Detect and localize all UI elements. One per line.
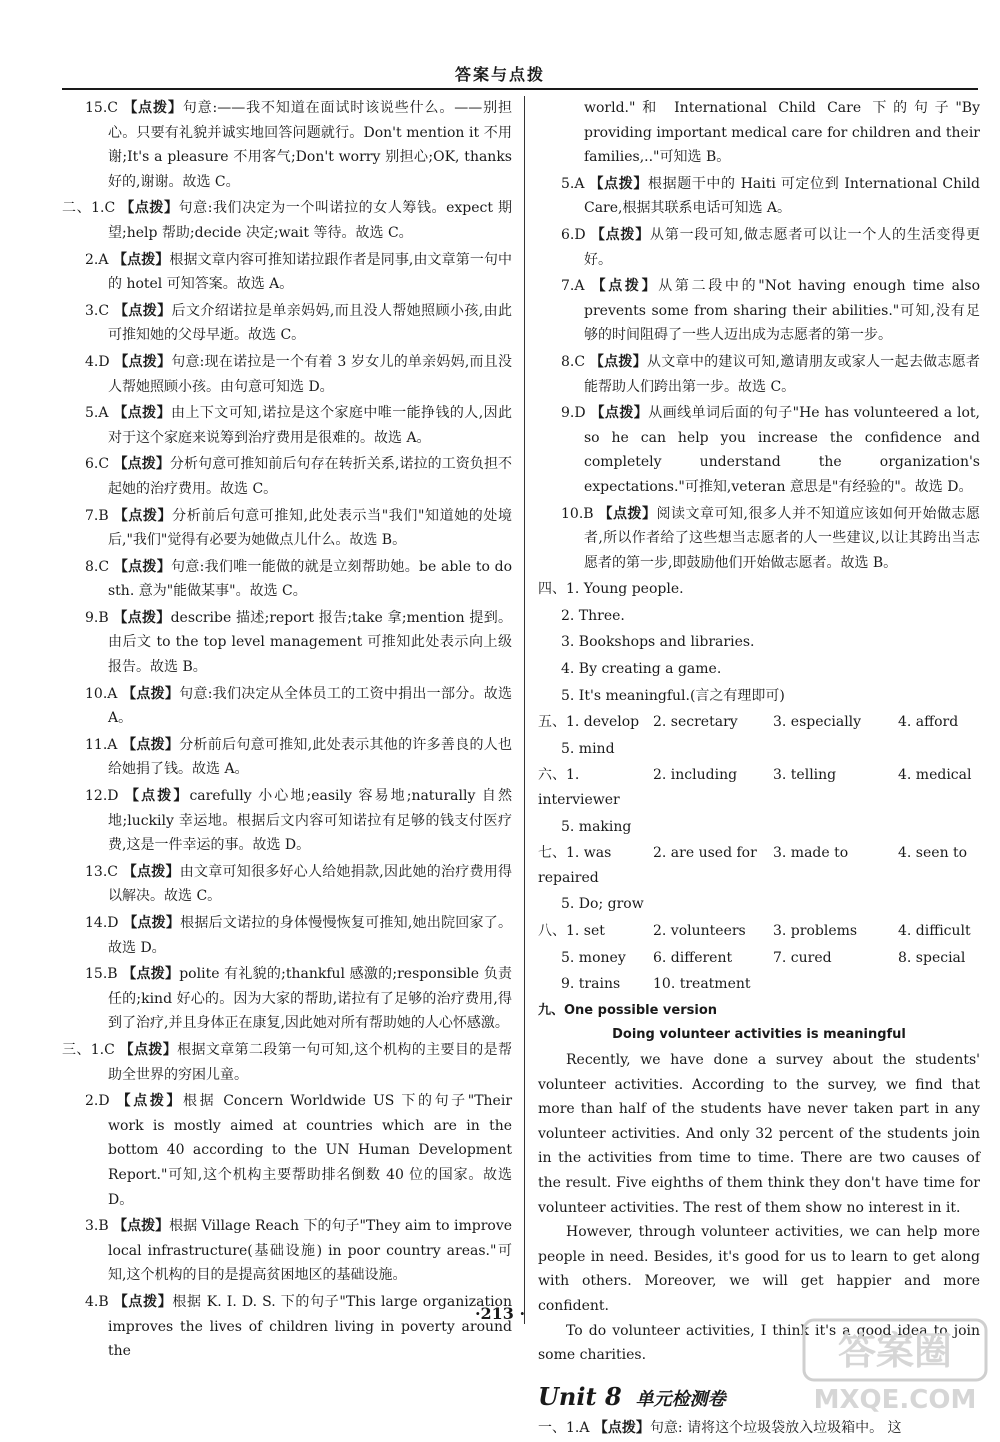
word-answer: 7. cured xyxy=(773,949,832,966)
word-answer: 3. made to xyxy=(773,845,849,862)
answer-tag: 【点拨】 xyxy=(113,558,172,575)
word-answer-row xyxy=(538,737,980,762)
answer-text: 分析前后句意可推知,此处表示其他的许多善良的人也给她捐了钱。故选 A。 xyxy=(108,736,513,778)
answer-text: 根据题干中的 Haiti 可定位到 International Child Care,根据其联系电话可知选 A。 xyxy=(584,175,980,217)
answer-tag: 【点拨】 xyxy=(593,1419,650,1436)
answer-number: 3.C xyxy=(85,302,110,319)
answer-text: 根据文章内容可推知诺拉跟作者是同事,由文章第一句中的 hotel 可知答案。故选 A。 xyxy=(108,251,513,293)
word-answer: 4. difficult xyxy=(898,923,971,939)
answer-text: 句意:——我不知道在面试时该说些什么。——别担心。只要有礼貌并诚实地回答问题就行。Don't mention it 不用谢;It's a pleasure 不用客气;Don't worry 别担心;OK, thanks 好的,谢谢。故选 C。 xyxy=(108,100,513,190)
word-answer: 六、1. interviewer xyxy=(538,767,620,809)
answer-text: 从第二段中的"Not having enough time also prevents some from sharing their abilities."可知,没有足够的时间阻碍了一些人迈出成为志愿者的第一步。 xyxy=(584,278,981,344)
answer-number: 10.B xyxy=(561,505,594,522)
answer-number: 4.D xyxy=(85,353,110,370)
answer-item xyxy=(538,401,980,499)
answer-number: 15.B xyxy=(85,966,118,983)
answer-text: 根据 K. I. D. S. 下的句子"This large organization improves the lives of children living in poverty around the xyxy=(108,1293,513,1360)
answer-text: polite 有礼貌的;thankful 感激的;responsible 负责任的;kind 好心的。因为大家的帮助,诺拉有了足够的治疗费用,得到了治疗,并且身体正在康复,因此她对所有帮助她的人心怀感激。 xyxy=(108,966,513,1032)
answer-number: 15.C xyxy=(85,100,118,116)
essay-title: Doing volunteer activities is meaningful xyxy=(612,1027,906,1043)
answer-tag: 【点拨】 xyxy=(113,507,173,524)
short-answer: 5. It's meaningful.(言之有理即可) xyxy=(561,687,785,704)
answer-text: 由文章可知很多好心人给她捐款,因此她的治疗费用得以解决。故选 C。 xyxy=(108,863,513,905)
answer-item xyxy=(62,452,512,501)
answer-text: world."和 International Child Care 下的句子"By providing important medical care for children and their families,.."可知选 B。 xyxy=(584,100,980,166)
answer-text: 分析前后句意可推知,此处表示当"我们"知道她的处境后,"我们"觉得有必要为她做点儿什么。故选 B。 xyxy=(108,507,513,549)
answer-number: 3.B xyxy=(85,1218,109,1235)
answer-item xyxy=(62,682,512,731)
answer-number: 8.C xyxy=(561,353,586,370)
answer-number: 一、1.A xyxy=(538,1419,590,1436)
answer-item xyxy=(62,733,512,782)
left-column xyxy=(62,96,512,1366)
answer-number: 三、1.C xyxy=(62,1041,115,1058)
word-answer-row xyxy=(538,710,980,735)
answer-number: 6.C xyxy=(85,456,110,473)
answer-text: 由上下文可知,诺拉是这个家庭中唯一能挣钱的人,因此对于这个家庭来说筹到治疗费用是很难的。故选 A。 xyxy=(108,405,513,446)
answer-tag: 【点拨】 xyxy=(591,278,659,295)
word-answer-row xyxy=(538,972,980,997)
answer-tag: 【点拨】 xyxy=(122,685,180,702)
answer-tag: 【点拨】 xyxy=(125,788,190,805)
answer-number: 2.A xyxy=(85,251,109,268)
word-answer: 8. special xyxy=(898,949,966,966)
word-answer: 4. seen to xyxy=(898,845,968,862)
answer-text: 从第一段可知,做志愿者可以让一个人的生活变得更好。 xyxy=(584,226,980,268)
answer-item xyxy=(538,502,980,576)
answer-text: 句意:现在诺拉是一个有着 3 岁女儿的单亲妈妈,而且没人帮她照顾小孩。由句意可知选 D。 xyxy=(108,353,512,395)
answer-item xyxy=(62,299,512,348)
short-answer: 3. Bookshops and libraries. xyxy=(561,634,755,651)
word-answer: 2. including xyxy=(653,767,738,784)
header-rule xyxy=(62,88,978,90)
svg-text:答案圈: 答案圈 xyxy=(837,1329,953,1373)
word-answer: 八、1. set xyxy=(538,923,605,939)
answer-text: 句意:我们唯一能做的就是立刻帮助她。be able to do sth. 意为"能做某事"。故选 C。 xyxy=(108,558,513,600)
answer-item xyxy=(62,248,512,297)
answer-number: 12.D xyxy=(85,788,119,805)
answer-tag: 【点拨】 xyxy=(113,302,172,319)
short-answer: 四、1. Young people. xyxy=(538,581,684,598)
answer-tag: 【点拨】 xyxy=(114,353,172,370)
answer-tag: 【点拨】 xyxy=(113,1218,170,1235)
word-answer-row xyxy=(538,841,980,890)
word-answer: 4. afford xyxy=(898,714,959,731)
answer-number: 9.B xyxy=(85,609,109,626)
right-answer-list xyxy=(538,96,980,575)
word-answer: 3. problems xyxy=(773,923,858,939)
answer-number: 14.D xyxy=(85,915,119,931)
answer-tag: 【点拨】 xyxy=(123,100,183,116)
answer-tag: 【点拨】 xyxy=(120,200,179,217)
answer-number: 9.D xyxy=(561,405,586,422)
answer-tag: 【点拨】 xyxy=(589,175,648,192)
answer-text: 根据 Village Reach 下的句子"They aim to improve local infrastructure(基础设施) in poor country areas."可知,这个机构的目的是提高贫困地区的基础设施。 xyxy=(108,1218,513,1284)
answer-tag: 【点拨】 xyxy=(122,736,180,753)
answer-item xyxy=(62,555,512,604)
essay-heading: 九、One possible version xyxy=(538,1002,718,1018)
word-answer-grid xyxy=(538,710,980,997)
answer-text: 句意: 请将这个垃圾袋放入垃圾箱中。 这 xyxy=(649,1419,902,1436)
answer-tag: 【点拨】 xyxy=(113,405,172,422)
answer-text: 后文介绍诺拉是单亲妈妈,而且没人帮她照顾小孩,由此可推知她的父母早逝。故选 C。 xyxy=(108,302,513,344)
answer-item xyxy=(62,1290,512,1364)
word-answer: 2. secretary xyxy=(653,714,738,731)
word-answer: 2. volunteers xyxy=(653,923,746,939)
answer-item xyxy=(538,223,980,272)
word-answer-row xyxy=(538,946,980,971)
answer-item xyxy=(62,784,512,858)
answer-item xyxy=(62,196,512,245)
word-answer: 10. treatment xyxy=(653,976,751,993)
answer-text: carefully 小心地;easily 容易地;naturally 自然地;luckily 幸运地。根据后文内容可知诺拉有足够的钱支付医疗费,这是一件幸运的事。故选 D。 xyxy=(108,788,512,854)
answer-text: 根据 Concern Worldwide US 下的句子"Their work is mostly aimed at countries which are in the bottom 40 according to the UN Human Development Report."可知,这个机构主要帮助排名倒数 40 位的国家。故选 D。 xyxy=(108,1093,513,1208)
word-answer: 5. money xyxy=(561,949,626,966)
right-column xyxy=(538,96,980,1442)
word-answer: 2. are used for xyxy=(653,845,757,862)
answer-tag: 【点拨】 xyxy=(590,405,649,422)
answer-item xyxy=(62,911,512,960)
answer-text: 根据后文诺拉的身体慢慢恢复可推知,她出院回家了。故选 D。 xyxy=(108,915,513,956)
short-answer-list xyxy=(538,577,980,708)
answer-tag: 【点拨】 xyxy=(116,1093,183,1110)
answer-item xyxy=(538,274,980,348)
column-divider xyxy=(524,96,525,1324)
answer-number: 二、1.C xyxy=(62,200,116,217)
unit-name: Unit 8 xyxy=(538,1381,622,1411)
answer-tag: 【点拨】 xyxy=(113,251,170,268)
answer-item xyxy=(62,350,512,399)
answer-tag: 【点拨】 xyxy=(113,609,171,626)
essay-paragraph: To do volunteer activities, I think it's a good idea to join some charities. xyxy=(538,1322,980,1364)
answer-tag: 【点拨】 xyxy=(119,1041,178,1058)
answer-text: 句意:我们决定从全体员工的工资中捐出一部分。故选 A。 xyxy=(108,685,513,727)
answer-item xyxy=(62,1038,512,1087)
essay-paragraph: Recently, we have done a survey about the students' volunteer activities. According to the survey, we find that more than half of the students have never taken part in any volunteer activities. And only 32 percent of the students join in the activities from time to time. There are two causes of the result. Five eighths of them think they don't have time for volunteer activities. The rest of them show no interest in it. xyxy=(538,1051,980,1216)
answer-tag: 【点拨】 xyxy=(122,966,180,983)
word-answer-row xyxy=(538,815,980,840)
word-answer: 5. mind xyxy=(561,740,615,757)
answer-tag: 【点拨】 xyxy=(590,226,651,243)
answer-tag: 【点拨】 xyxy=(598,505,657,522)
answer-item xyxy=(62,962,512,1036)
page-number: ·213 · xyxy=(474,1304,526,1323)
answer-item xyxy=(62,1214,512,1288)
word-answer: 4. medical xyxy=(898,767,972,784)
word-answer-row xyxy=(538,892,980,917)
page-header-title: 答案与点拨 xyxy=(454,65,545,84)
answer-item xyxy=(62,96,512,194)
answer-text: 句意:我们决定为一个叫诺拉的女人筹钱。expect 期望;help 帮助;decide 决定;wait 等待。故选 C。 xyxy=(108,200,513,241)
answer-number: 2.D xyxy=(85,1093,110,1110)
answer-number: 5.A xyxy=(561,175,585,192)
answer-text: 阅读文章可知,很多人并不知道应该如何开始做志愿者,所以作者给了这些想当志愿者的人一些建议,以让其跨出当志愿者的第一步,即鼓励他们开始做志愿者。故选 B。 xyxy=(584,505,981,571)
word-answer: 5. Do; grow xyxy=(561,896,644,913)
svg-text:MXQE.COM: MXQE.COM xyxy=(813,1385,977,1414)
word-answer-row xyxy=(538,763,980,812)
word-answer: 3. telling xyxy=(773,767,837,784)
word-answer: 七、1. was repaired xyxy=(538,845,612,886)
short-answer: 4. By creating a game. xyxy=(561,661,722,678)
answer-number: 13.C xyxy=(85,863,118,880)
unit-subtitle: 单元检测卷 xyxy=(635,1388,726,1410)
answer-number: 4.B xyxy=(85,1293,109,1310)
word-answer: 9. trains xyxy=(561,976,621,993)
word-answer-row xyxy=(538,919,980,944)
answer-item xyxy=(62,1089,512,1212)
word-answer: 6. different xyxy=(653,949,733,966)
answer-text: 分析句意可推知前后句存在转折关系,诺拉的工资负担不起她的治疗费用。故选 C。 xyxy=(108,456,513,497)
answer-item xyxy=(62,401,512,450)
answer-number: 11.A xyxy=(85,736,118,753)
answer-item xyxy=(538,96,980,170)
essay-paragraph: However, through volunteer activities, we can help more people in need. Besides, it's good for us to learn to get along with others. Moreover, we will get happier and more confident. xyxy=(538,1224,980,1314)
answer-number: 7.B xyxy=(85,507,109,524)
answer-text: describe 描述;report 报告;take 拿;mention 提到。由后文 to the top level management 可推知此处表示向上级报告。故选 B。 xyxy=(108,609,512,676)
short-answer: 2. Three. xyxy=(561,607,625,624)
answer-tag: 【点拨】 xyxy=(122,863,180,880)
answer-text: 从文章中的建议可知,邀请朋友或家人一起去做志愿者能帮助人们跨出第一步。故选 C。 xyxy=(584,353,981,395)
answer-item xyxy=(538,1416,980,1441)
answer-item xyxy=(62,606,512,680)
answer-item xyxy=(62,504,512,553)
answer-tag: 【点拨】 xyxy=(589,353,647,370)
answer-tag: 【点拨】 xyxy=(113,456,170,473)
answer-text: 根据文章第二段第一句可知,这个机构的主要目的是帮助全世界的穷困儿童。 xyxy=(108,1041,513,1083)
answer-number: 5.A xyxy=(85,405,109,422)
answer-number: 8.C xyxy=(85,558,110,575)
answer-text: 从画线单词后面的句子"He has volunteered a lot, so he can help you increase the confidence and completely understand the organization's expectations."可推知,veteran 意思是"有经验的"。故选 D。 xyxy=(584,405,980,495)
answer-number: 10.A xyxy=(85,685,118,702)
answer-number: 6.D xyxy=(561,226,586,243)
answer-tag: 【点拨】 xyxy=(113,1293,173,1310)
answer-tag: 【点拨】 xyxy=(123,915,181,931)
answer-item xyxy=(538,172,980,221)
word-answer: 3. especially xyxy=(773,714,862,731)
answer-item xyxy=(538,350,980,399)
answer-number: 7.A xyxy=(561,278,585,295)
answer-item xyxy=(62,860,512,909)
word-answer: 5. making xyxy=(561,818,632,835)
watermark-logo xyxy=(800,1318,990,1414)
word-answer: 五、1. develop xyxy=(538,714,640,731)
